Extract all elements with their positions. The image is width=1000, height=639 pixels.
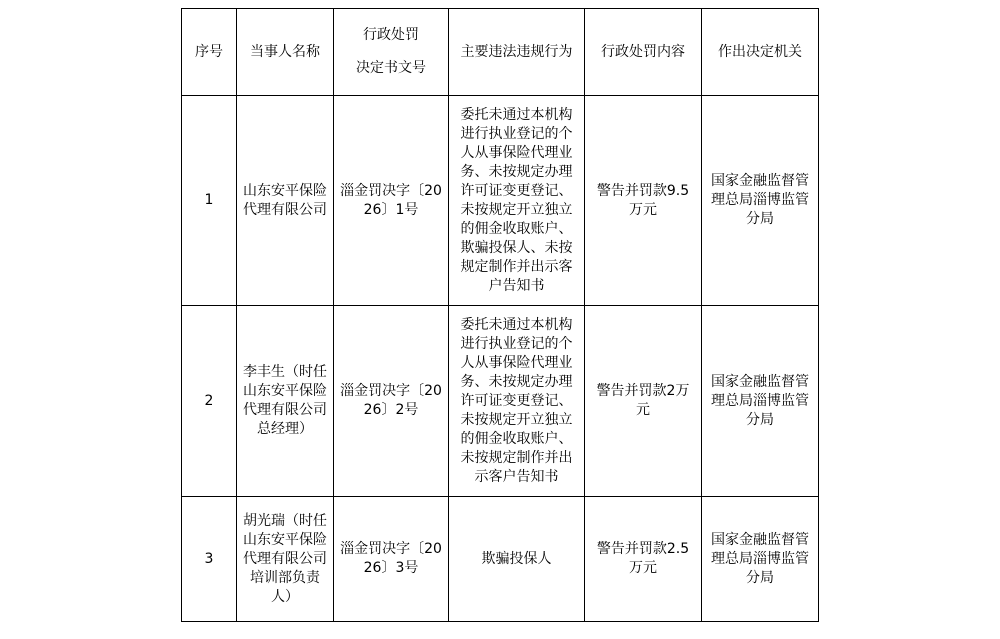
cell-decision-no: 淄金罚决字〔2026〕3号 — [334, 497, 449, 622]
cell-party: 胡光瑞（时任山东安平保险代理有限公司培训部负责人） — [237, 497, 334, 622]
header-violation: 主要违法违规行为 — [449, 9, 585, 96]
cell-authority: 国家金融监督管理总局淄博监管分局 — [702, 497, 819, 622]
header-decision-no-line2: 决定书文号 — [356, 60, 426, 76]
header-authority: 作出决定机关 — [702, 9, 819, 96]
table-row — [182, 96, 819, 306]
cell-penalty: 警告并罚款2万元 — [585, 306, 702, 497]
cell-violation: 委托未通过本机构进行执业登记的个人从事保险代理业务、未按规定办理许可证变更登记、未按规定开立独立的佣金收取账户、未按规定制作并出示客户告知书 — [449, 306, 585, 497]
cell-authority: 国家金融监督管理总局淄博监管分局 — [702, 96, 819, 306]
cell-violation: 欺骗投保人 — [449, 497, 585, 622]
header-party: 当事人名称 — [237, 9, 334, 96]
header-decision-no — [334, 9, 449, 96]
penalty-table — [181, 8, 819, 622]
table-row — [182, 306, 819, 497]
cell-party: 山东安平保险代理有限公司 — [237, 96, 334, 306]
cell-index: 2 — [182, 306, 237, 497]
cell-violation: 委托未通过本机构进行执业登记的个人从事保险代理业务、未按规定办理许可证变更登记、未按规定开立独立的佣金收取账户、欺骗投保人、未按规定制作并出示客户告知书 — [449, 96, 585, 306]
cell-decision-no: 淄金罚决字〔2026〕2号 — [334, 306, 449, 497]
cell-penalty: 警告并罚款2.5万元 — [585, 497, 702, 622]
table-header-row — [182, 9, 819, 96]
cell-authority: 国家金融监督管理总局淄博监管分局 — [702, 306, 819, 497]
cell-decision-no: 淄金罚决字〔2026〕1号 — [334, 96, 449, 306]
cell-penalty: 警告并罚款9.5万元 — [585, 96, 702, 306]
header-penalty: 行政处罚内容 — [585, 9, 702, 96]
table-row — [182, 497, 819, 622]
cell-index: 3 — [182, 497, 237, 622]
cell-index: 1 — [182, 96, 237, 306]
header-decision-no-line1: 行政处罚 — [363, 27, 419, 43]
cell-party: 李丰生（时任山东安平保险代理有限公司总经理） — [237, 306, 334, 497]
header-index: 序号 — [182, 9, 237, 96]
